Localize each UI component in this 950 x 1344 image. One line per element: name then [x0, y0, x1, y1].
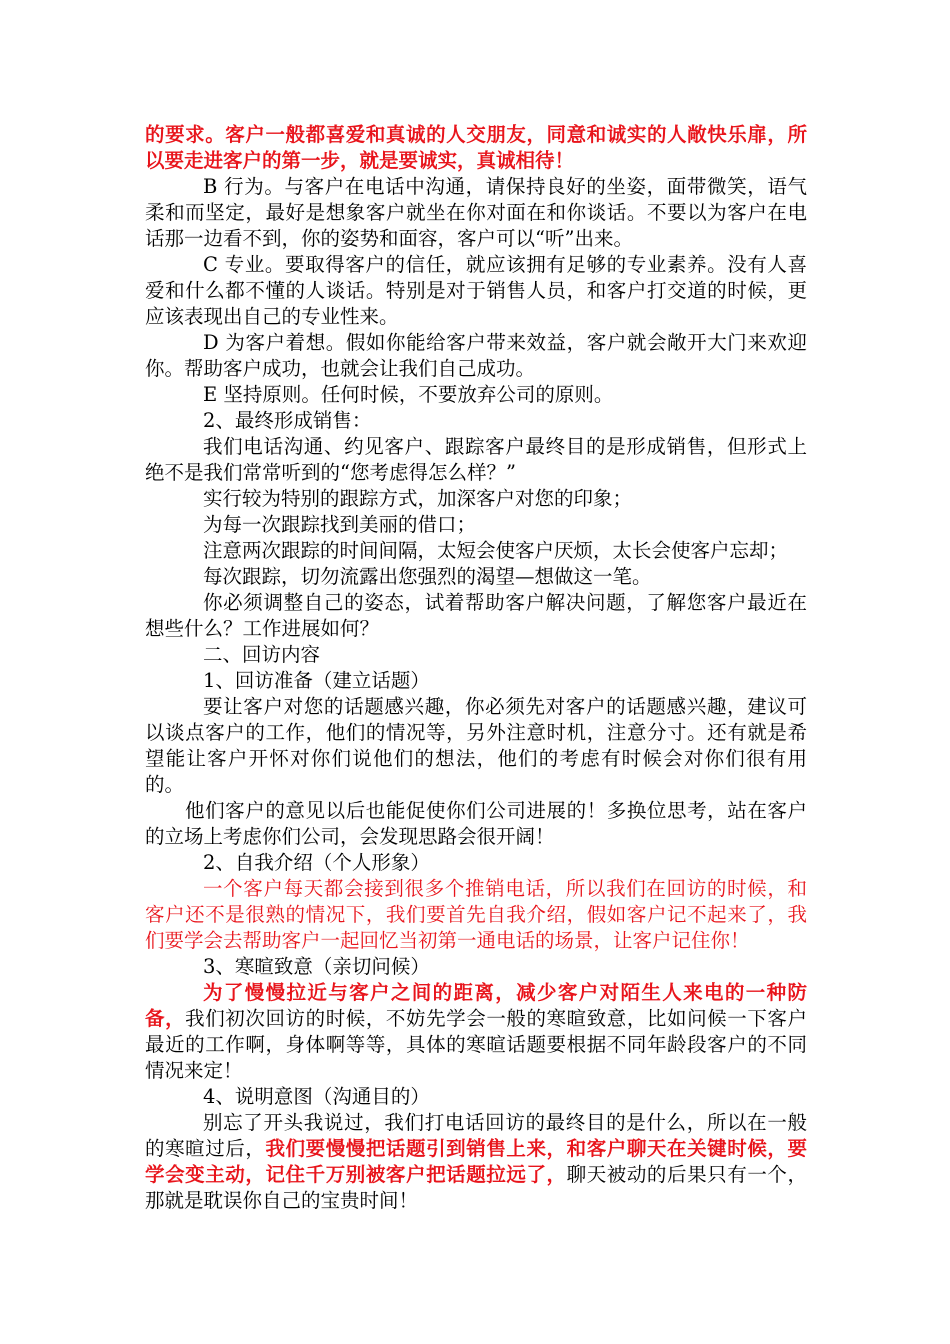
text-span: 2、自我介绍（个人形象） — [203, 851, 430, 874]
text-span: 一个客户每天都会接到很多个推销电话，所以我们在回访的时候，和客户还不是很熟的情况下，我们要首先自我介绍，假如客户记不起来了，我们要学会去帮助客户一起回忆当初第一通电话的场景，让客户记住你！ — [145, 877, 807, 952]
text-span: 2、最终形成销售： — [203, 409, 372, 432]
paragraph-4 — [145, 382, 807, 408]
paragraph-11 — [145, 590, 807, 642]
paragraph-3 — [145, 330, 807, 382]
text-span: 他们客户的意见以后也能促使你们公司进展的！多换位思考，站在客户的立场上考虑你们公司，会发现思路会很开阔！ — [145, 799, 807, 848]
paragraph-6 — [145, 434, 807, 486]
text-span: 注意两次跟踪的时间间隔，太短会使客户厌烦，太长会使客户忘却； — [203, 539, 789, 562]
paragraph-7 — [145, 486, 807, 512]
paragraph-19 — [145, 980, 807, 1084]
text-span: 别忘了开头我说过，我们打电话回访的最终目的是什么，所以在一般的寒暄过后， — [145, 1111, 807, 1160]
text-span: 1、回访准备（建立话题） — [203, 669, 430, 692]
section-heading — [145, 1084, 807, 1110]
paragraph-17 — [145, 876, 807, 954]
text-span: 聊天被动的后果只有一个，那就是耽误你自己的宝贵时间！ — [145, 1163, 807, 1212]
text-span: 要让客户对您的话题感兴趣，你必须先对客户的话题感兴趣，建议可以谈点客户的工作，他们的情况等，另外注意时机，注意分寸。还有就是希望能让客户开怀对你们说他们的想法，他们的考虑有时候会对你们很有用的。 — [145, 695, 807, 796]
text-span: 每次跟踪，切勿流露出您强烈的渴望—想做这一笔。 — [203, 565, 652, 588]
section-heading — [145, 850, 807, 876]
paragraph-0 — [145, 122, 807, 174]
text-span: 4、说明意图（沟通目的） — [203, 1085, 430, 1108]
text-span: B 行为。与客户在电话中沟通，请保持良好的坐姿，面带微笑，语气柔和而坚定，最好是想象客户就坐在你对面在和你谈话。不要以为客户在电话那一边看不到，你的姿势和面容，客户可以“听”出来。 — [145, 175, 807, 250]
text-span: 我们初次回访的时候，不妨先学会一般的寒暄致意，比如问候一下客户最近的工作啊，身体啊等等，具体的寒暄话题要根据不同年龄段客户的不同情况来定！ — [145, 1007, 807, 1082]
text-span: E 坚持原则。任何时候，不要放弃公司的原则。 — [203, 383, 614, 406]
paragraph-9 — [145, 538, 807, 564]
paragraph-21 — [145, 1110, 807, 1214]
document-page — [145, 122, 807, 1214]
section-heading — [145, 408, 807, 434]
text-span: 为每一次跟踪找到美丽的借口； — [203, 513, 477, 536]
section-heading — [145, 668, 807, 694]
text-span: 的要求。客户一般都喜爱和真诚的人交朋友，同意和诚实的人敞快乐扉，所以要走进客户的第一步，就是要诚实，真诚相待！ — [145, 123, 807, 172]
text-span: 我们要慢慢把话题引到销售上来，和客户聊天在关键时候，要学会变主动，记住千万别被客户把话题拉远了， — [145, 1137, 807, 1186]
paragraph-10 — [145, 564, 807, 590]
text-span: C 专业。要取得客户的信任，就应该拥有足够的专业素养。没有人喜爱和什么都不懂的人谈话。特别是对于销售人员，和客户打交道的时候，更应该表现出自己的专业性来。 — [145, 253, 807, 328]
paragraph-15 — [145, 798, 807, 850]
text-span: 3、寒暄致意（亲切问候） — [203, 955, 430, 978]
text-span: 二、回访内容 — [203, 643, 321, 666]
paragraph-14 — [145, 694, 807, 798]
paragraph-2 — [145, 252, 807, 330]
paragraph-8 — [145, 512, 807, 538]
paragraph-1 — [145, 174, 807, 252]
text-span: D 为客户着想。假如你能给客户带来效益，客户就会敞开大门来欢迎你。帮助客户成功，也就会让我们自己成功。 — [145, 331, 807, 380]
section-heading — [145, 642, 807, 668]
text-span: 实行较为特别的跟踪方式，加深客户对您的印象； — [203, 487, 633, 510]
text-span: 你必须调整自己的姿态，试着帮助客户解决问题，了解您客户最近在想些什么？工作进展如何？ — [145, 591, 807, 640]
section-heading — [145, 954, 807, 980]
text-span: 为了慢慢拉近与客户之间的距离，减少客户对陌生人来电的一种防备， — [145, 981, 807, 1030]
text-span: 我们电话沟通、约见客户、跟踪客户最终目的是形成销售，但形式上绝不是我们常常听到的“您考虑得怎么样？” — [145, 435, 807, 484]
